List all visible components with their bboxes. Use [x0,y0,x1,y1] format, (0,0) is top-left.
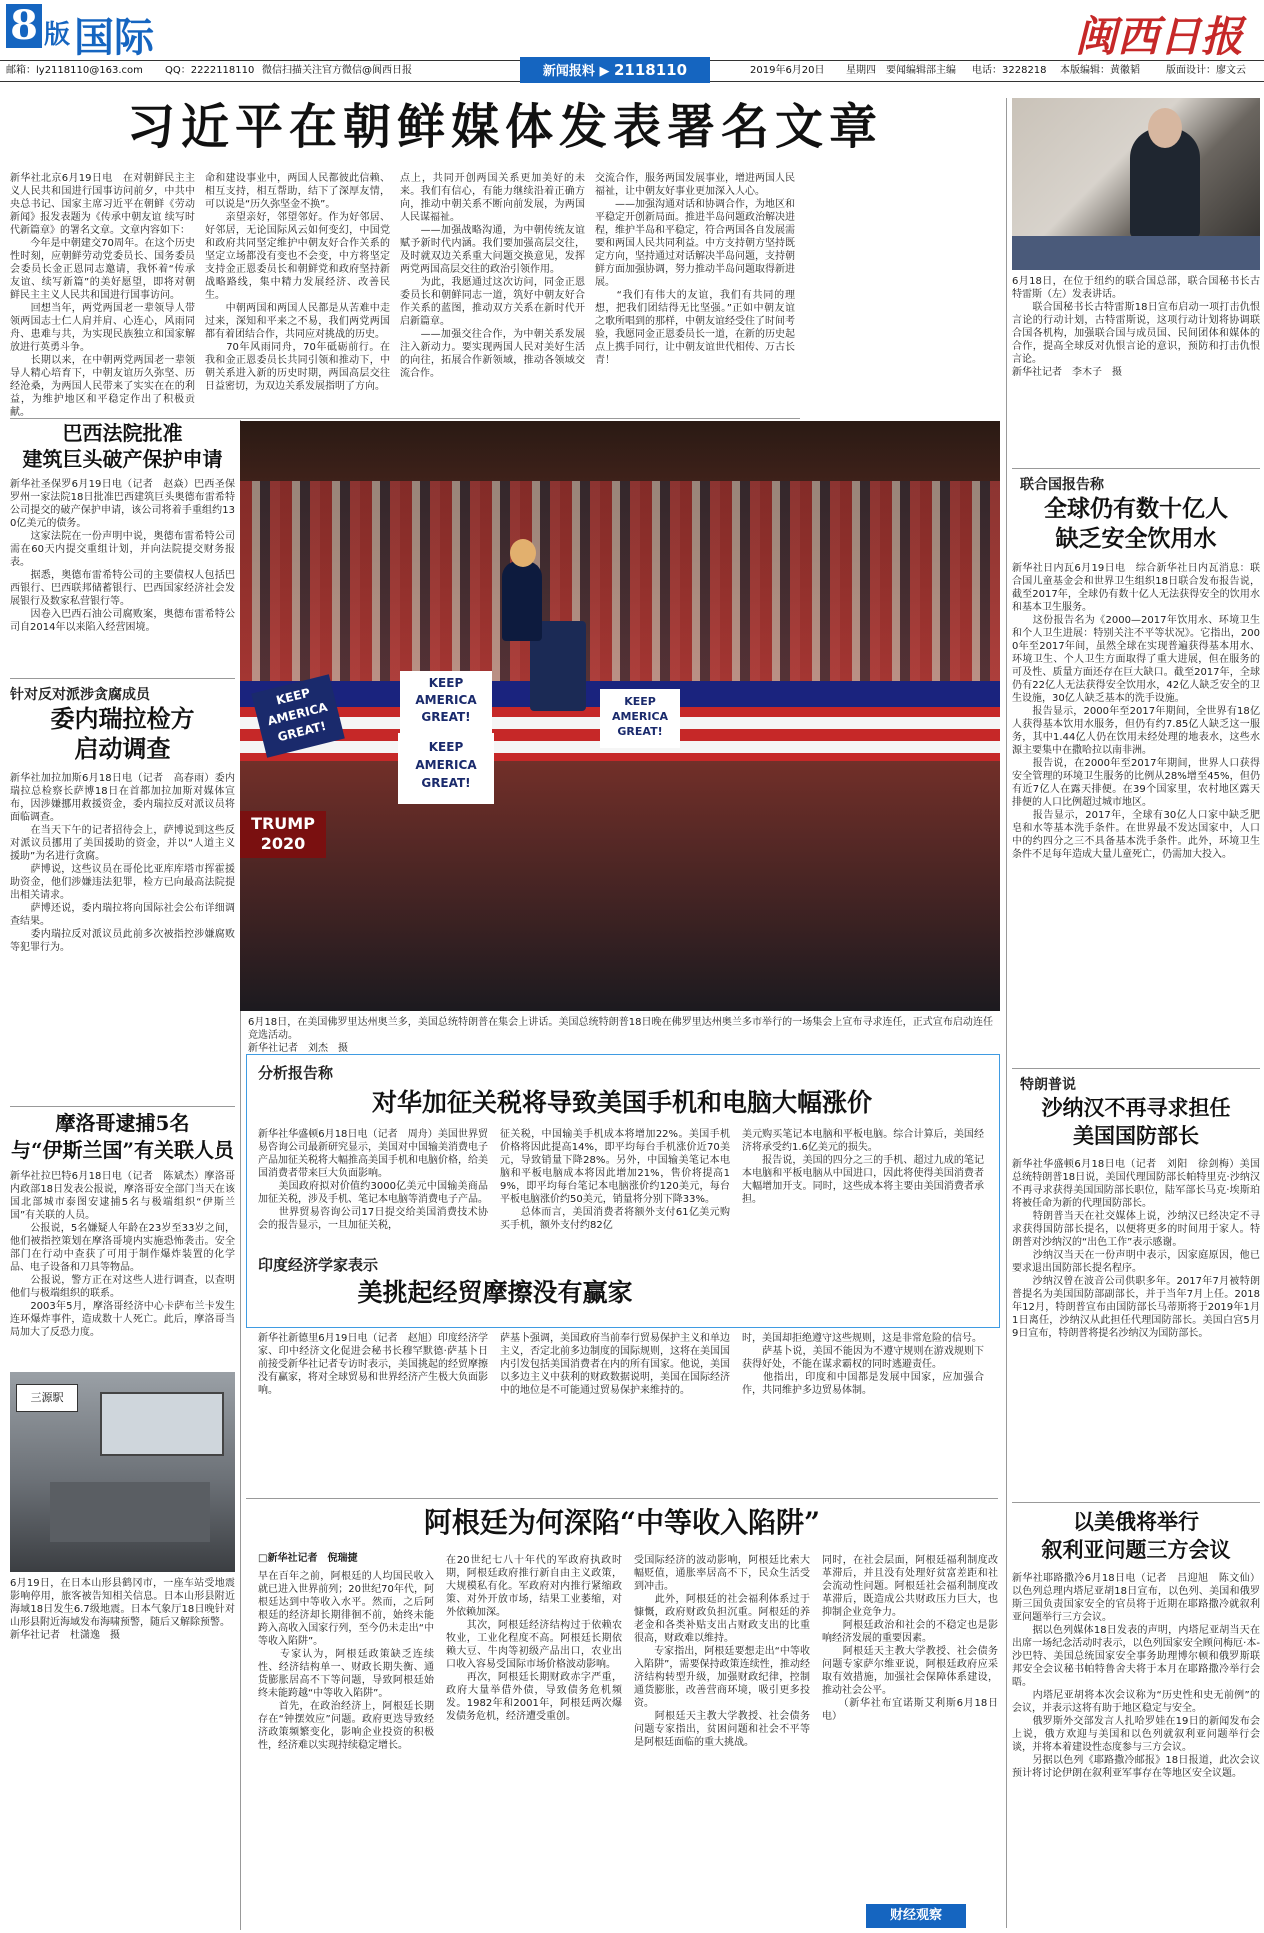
email-text: 邮箱：ly2118110@163.com [6,65,143,76]
un-photo [1012,98,1260,270]
trump-2020-banner [240,811,326,858]
section-title: 国际 [74,14,154,61]
rally-sign-4-text: KEEP AMERICA GREAT! [611,695,669,738]
wechat-text: 微信扫描关注官方微信@阆西日报 [262,65,412,76]
hotline-number: 2118110 [614,61,688,79]
un-photo-caption: 6月18日，在位于纽约的联合国总部，联合国秘书长古特雷斯（左）发表讲话。 联合国秘书长古特雷斯18日宣布启动一项打击仇恨言论的行动计划，古特雷斯说，这项行动计划将协调联合国各机构，加强联合国与成员国、民间团体和媒体的合作，提高全球反对仇恨言论的意识，预防和打击仇恨言论。 新华社记者 李木子 摄 [1012,276,1260,378]
lead-col-3: 点上，共同开创两国关系更加美好的未来。我们有信心，有能力继续沿着正确方向，推动中朝关系不断向前发展，为两国人民谋福祉。 ——加强战略沟通，为中朝传统友谊赋予新时代内涵。我们要加强高层交往，及时就双边关系重大问题交换意见，发挥两党两国高层交往的政治引领作用。 为此，我愿通过这次访问，同金正恩委员长和朝鲜同志一道，筑好中朝友好合作关系的蓝图，推动双方关系在新时代开启新篇章。 ——加强交往合作，为中朝关系发展注入新动力。要实现两国人民对美好生活的向往，拓展合作新领域，推动各领域交流合作。 [400,173,585,379]
right-column-rule [1006,98,1007,1928]
page-number-box [6,4,42,48]
india-body-col-3: 时，美国却拒绝遵守这些规则，这是非常危险的信号。 萨基卜说，美国不能因为不遵守规则在游戏规则下获得好处，不能在谋求霸权的同时逃避责任。 他指出，印度和中国都是发展中国家，应加强合作，共同维护多边贸易体制。 [742,1333,984,1396]
hotline-box [520,57,710,83]
tariff-kicker: 分析报告称 [258,1064,334,1082]
tariff-col-2: 征关税，中国输美手机成本将增加22%。美国手机价格将因此提高14%，即平均每台手机涨价近70美元，导致销量下降28%。另外，中国输美笔记本电脑和平板电脑成本将因此增加21%，售价将提高19%，即平均每台笔记本电脑涨价约120美元，每台平板电脑涨价约50美元，销量将分别下降33%。 总体而言，美国消费者将额外支付61亿美元购买手机，额外支付约82亿 [500,1129,730,1231]
station-caption: 6月19日，在日本山形县鹤冈市，一座车站受地震影响停用，旅客被告知相关信息。日本山形县附近海域18日发生6.7级地震。日本气象厅18日晚针对山形县附近海域发布海啸预警，随后又解除预警。 新华社记者 杜潇逸 摄 [10,1578,235,1641]
syria-body: 新华社耶路撒冷6月18日电（记者 吕迎旭 陈文仙）以色列总理内塔尼亚胡18日宣布，以色列、美国和俄罗斯三国负责国家安全的官员将于近期在耶路撒冷就叙利亚问题举行三方会议。 据以色列媒体18日发表的声明，内塔尼亚胡当天在出席一场纪念活动时表示，以色列国家安全顾问梅厄·本-沙巴特、美国总统国家安全事务助理博尔顿和俄罗斯联邦安全会议秘书帕特鲁舍夫将于本月在耶路撒冷举行会晤。 内塔尼亚胡将本次会议称为“历史性和史无前例”的会议，并表示这将有助于地区稳定与安全。 俄罗斯外交部发言人扎哈罗娃在19日的新闻发布会上说，俄方欢迎与美国和以色列就叙利亚问题举行会谈，并将本着建设性态度参与三方会议。 另据以色列《耶路撒冷邮报》18日报道，此次会议预计将讨论伊朗在叙利亚军事存在等地区安全议题。 [1012,1573,1260,1779]
india-headline: 美挑起经贸摩擦没有赢家 [357,1278,633,1307]
speaker-head [1148,108,1182,148]
un-water-kicker: 联合国报告称 [1020,477,1104,493]
hotline-arrow: ▶ [599,64,610,79]
shanahan-headline: 沙纳汉不再寻求担任 美国国防部长 [1041,1095,1231,1148]
speaker [502,561,542,641]
venezuela-body: 新华社加拉加斯6月18日电（记者 高春雨）委内瑞拉总检察长萨博18日在首都加拉加斯对媒体宣布，因涉嫌挪用救援资金，委内瑞拉反对派议员将面临调查。 在当天下午的记者招待会上，萨博说到这些反对派议员挪用了美国援助的资金，并以“人道主义援助”为名进行贪腐。 萨博说，这些议员在哥伦比亚库库塔市挥霍援助资金，他们涉嫌违法犯罪，检方已向最高法院提出相关请求。 萨博还说，委内瑞拉将向国际社会公布详细调查结果。 委内瑞拉反对派议员此前多次被指控涉嫌腐败等犯罪行为。 [10,773,235,953]
lead-bottom-rule [10,418,800,419]
trump-2020-text: TRUMP 2020 [251,814,315,853]
morocco-headline: 摩洛哥逮捕5名 与“伊斯兰国”有关联人员 [10,1111,234,1162]
editor-duty: 本版编辑：黄徽韬 [1060,65,1140,76]
rally-sign-1-text: KEEP AMERICA GREAT! [266,685,329,745]
rally-sign-4 [600,689,680,748]
venezuela-rule [10,1106,235,1107]
speaker-hair [510,539,536,567]
station-window [100,1392,224,1456]
masthead-logo: 闽西日报 [1075,12,1244,61]
rally-sign-2-text: KEEP AMERICA GREAT! [415,676,477,724]
station-sign-text: 三源駅 [30,1391,64,1404]
argentina-col-2: 在20世纪七八十年代的军政府执政时期，阿根廷政府推行新自由主义政策，大规模私有化。军政府对内推行紧缩政策、对外开放市场，结果工业萎缩，对外依赖加深。 其次，阿根廷经济结构过于依赖农牧业，工业化程度不高。阿根廷长期依赖大豆、牛肉等初级产品出口，农业出口收入容易受国际市场价格波动影响。 再次，阿根廷长期财政赤字严重，政府大量举借外债，导致债务危机频发。1982年和2001年，阿根廷两次爆发债务危机，经济遭受重创。 [446,1555,622,1722]
syria-rule [1012,1502,1260,1503]
qq-text: QQ：2222118110 [165,65,255,76]
argentina-headline: 阿根廷为何深陷“中等收入陷阱” [423,1506,821,1539]
issue-date: 2019年6月20日 [750,65,825,76]
rally-sign-2 [400,671,492,733]
venezuela-kicker: 针对反对派涉贪腐成员 [10,687,150,703]
finance-tag [866,1904,966,1928]
finance-tag-text: 财经观察 [889,1908,942,1923]
un-desk [1012,236,1260,270]
argentina-top-rule [246,1498,998,1499]
page-number: 8 [10,2,38,49]
hotline-label: 新闻报料 [542,64,595,79]
station-sign [16,1384,78,1412]
tariff-headline: 对华加征关税将导致美国手机和电脑大幅涨价 [371,1088,872,1117]
brazil-body: 新华社圣保罗6月19日电（记者 赵焱）巴西圣保罗州一家法院18日批准巴西建筑巨头奥德布雷希特公司提交的破产保护申请，该公司将着手重组约130亿美元的债务。 这家法院在一份声明中说，奥德布雷希特公司需在60天内提交重组计划，并向法院提交财务报表。 据悉，奥德布雷希特公司的主要债权人包括巴西银行、巴西联邦储蓄银行、巴西国家经济社会发展银行及数家私营银行等。 因卷入巴西石油公司腐败案，奥德布雷希特公司自2014年以来陷入经营困境。 [10,479,235,633]
info-bar [0,60,1264,82]
lead-col-2: 命和建设事业中，两国人民都彼此信赖、相互支持，相互帮助，结下了深厚友情，可以说是“历久弥坚金不换”。 亲望亲好，邻望邻好。作为好邻居、好邻居，无论国际风云如何变幻，中国党和政府共同坚定维护中朝友好合作关系的坚定立场都没有变也不会变，中方将坚定支持金正恩委员长和朝鲜党和政府坚持新战略路线，集中精力发展经济、改善民生。 中朝两国和两国人民都是从苦难中走过来，深知和平来之不易，我们两党两国都有着团结合作，共同应对挑战的历史。 70年风雨同舟，70年砥砺前行。在我和金正恩委员长共同引领和推动下，中朝关系进入新的历史时期，两国高层交往日益密切，为双边关系发展指明了方向。 [205,173,390,392]
page-suffix: 版 [44,20,71,50]
station-counter [50,1482,210,1542]
argentina-col-3: 受国际经济的波动影响，阿根廷比索大幅贬值，通胀率居高不下，民众生活受到冲击。 此外，阿根廷的社会福利体系过于慷慨，政府财政负担沉重。阿根廷的养老金和各类补贴支出占财政支出的比重很高，财政难以维持。 专家指出，阿根廷要想走出“中等收入陷阱”，需要保持政策连续性，推动经济结构转型升级，加强财政纪律，控制通货膨胀，改善营商环境，吸引更多投资。 阿根廷天主教大学教授、社会债务问题专家指出，贫困问题和社会不平等是阿根廷面临的重大挑战。 [634,1555,810,1748]
lead-col-4: 交流合作，服务两国发展事业，增进两国人民福祉，让中朝友好事业更加深入人心。 ——加强沟通对话和协调合作，为地区和平稳定开创新局面。推进半岛问题政治解决进程，维护半岛和平稳定，符合两国各自发展需要和两国人民共同利益。中方支持朝方坚持既定方向，坚持通过对话解决半岛问题，支持朝鲜方面加强协调，努力推动半岛问题取得新进展。 “我们有伟大的友谊，我们有共同的理想，把我们团结得无比坚强。”正如中朝友谊之歌所唱到的那样，中朝友谊经受住了时间考验，我愿同金正恩委员长一道，在新的历史起点上携手同行，让中朝友谊世代相传、万古长青！ [595,173,795,366]
un-water-body: 新华社日内瓦6月19日电 综合新华社日内瓦消息：联合国儿童基金会和世界卫生组织18日联合发布报告说，截至2017年，全球仍有数十亿人无法获得安全的饮用水和基本卫生服务。 这份报告名为《2000—2017年饮用水、环境卫生和个人卫生进展：特别关注不平等状况》。它指出，2000年至2017年间，虽然全球在实现普遍获得基本用水、环境卫生、个人卫生方面取得了重大进展，但在服务的可及性、质量方面还存在巨大缺口。截至2017年，全球仍有22亿人无法获得安全饮用水，42亿人缺乏安全的卫生设施，30亿人缺乏基本的洗手设施。 报告显示，2000年至2017年期间，全世界有18亿人获得基本饮用水服务，但仍有约7.85亿人缺乏这一服务，其中1.44亿人仍在饮用未经处理的地表水，这些水源主要集中在撒哈拉以南非洲。 报告说，在2000年至2017年期间，世界人口获得安全管理的环境卫生服务的比例从28%增至45%，但仍有近7亿人在露天排便。在39个国家里，农村地区露天排便的人口比例超过城市地区。 报告显示，2017年，全球有30亿人口家中缺乏肥皂和水等基本洗手条件。在世界最不发达国家中，人口中的约四分之三不具备基本洗手条件。此外，环境卫生条件不足每年造成大量儿童死亡，仍需加大投入。 [1012,563,1260,860]
proof-text: 版面设计：廖文云 [1166,65,1246,76]
india-body-area [246,1326,998,1496]
tariff-col-3: 美元购买笔记本电脑和平板电脑。综合计算后，美国经济将承受约1.6亿美元的损失。 报告说，美国的四分之三的手机、超过九成的笔记本电脑和平板电脑从中国进口，因此将使得美国消费者大幅增加开支。同时，这些成本将主要由美国消费者承担。 [742,1129,984,1205]
editor-office: 要闻编辑部主编 [886,65,956,76]
shanahan-kicker: 特朗普说 [1020,1077,1076,1093]
venezuela-headline: 委内瑞拉检方 启动调查 [50,704,195,763]
lead-col-1: 新华社北京6月19日电 在对朝鲜民主主义人民共和国进行国事访问前夕，中共中央总书记、国家主席习近平在朝鲜《劳动新闻》报发表题为《传承中朝友谊 续写时代新篇章》的署名文章。文章内容如下： 今年是中朝建交70周年。在这个历史性时刻，应朝鲜劳动党委员长、国务委员会委员长金正恩同志邀请，我怀着“传承友谊、续写新篇”的美好愿望，即将对朝鲜民主主义人民共和国进行国事访问。 回想当年，两党两国老一辈领导人带领两国志士仁人肩并肩、心连心，风雨同舟、患难与共，为实现民族独立和国家解放进行英勇斗争。 长期以来，在中朝两党两国老一辈领导人精心培育下，中朝友谊历久弥坚、历经沧桑，为两国人民带来了实实在在的利益，为维护地区和平稳定作出了积极贡献。 [10,173,195,418]
station-photo [10,1372,235,1572]
un-water-headline: 全球仍有数十亿人 缺乏安全饮用水 [1044,495,1228,552]
india-kicker: 印度经济学家表示 [258,1256,379,1274]
issue-weekday: 星期四 [846,65,876,76]
argentina-col-1: 早在百年之前，阿根廷的人均国民收入就已进入世界前列；20世纪70年代，阿根廷达到中等收入水平。然而，之后阿根廷的经济却长期徘徊不前，始终未能跨入高收入国家行列，至今仍未走出“中等收入陷阱”。 专家认为，阿根廷政策缺乏连续性、经济结构单一、财政长期失衡、通货膨胀居高不下等问题，导致阿根廷始终未能跨越“中等收入陷阱”。 首先，在政治经济上，阿根廷长期存在“钟摆效应”问题。政府更迭导致经济政策频繁变化，影响企业投资的积极性，经济难以实现持续稳定增长。 [258,1571,434,1751]
india-body-col-1: 新华社新德里6月19日电（记者 赵旭）印度经济学家、印中经济文化促进会秘书长穆罕默德·萨基卜日前接受新华社记者专访时表示，美国挑起的经贸摩擦没有赢家，将对全球贸易和世界经济产生极大负面影响。 [258,1333,488,1396]
argentina-byline: □新华社记者 倪瑞捷 [258,1553,358,1564]
brazil-headline: 巴西法院批准 建筑巨头破产保护申请 [22,421,223,471]
un-water-rule [1012,468,1260,469]
morocco-body: 新华社拉巴特6月18日电（记者 陈斌杰）摩洛哥内政部18日发表公报说，摩洛哥安全部门当天在该国北部城市泰图安逮捕5名与极端组织“伊斯兰国”有关联的人员。 公报说，5名嫌疑人年龄在23岁至33岁之间，他们被指控策划在摩洛哥境内实施恐怖袭击。安全部门在行动中查获了可用于制作爆炸装置的化学品、电子设备和刀具等物品。 公报说，警方正在对这些人进行调查，以查明他们与极端组织的联系。 2003年5月，摩洛哥经济中心卡萨布兰卡发生连环爆炸事件，造成数十人死亡。此后，摩洛哥当局加大了反恐力度。 [10,1171,235,1338]
rally-sign-3-text: KEEP AMERICA GREAT! [415,740,477,790]
lead-headline: 习近平在朝鲜媒体发表署名文章 [126,99,883,155]
crowd-band [240,481,1000,681]
brazil-rule [10,678,235,679]
rally-caption: 6月18日，在美国佛罗里达州奥兰多，美国总统特朗普在集会上讲话。美国总统特朗普18日晚在佛罗里达州奥兰多市举行的一场集会上宣布寻求连任，正式宣布启动连任竞选活动。 新华社记者 刘杰 摄 [248,1017,993,1054]
syria-headline: 以美俄将举行 叙利亚问题三方会议 [1041,1509,1231,1562]
phone-text: 电话：3228218 [972,65,1047,76]
shanahan-rule [1012,1068,1260,1069]
india-body-col-2: 萨基卜强调，美国政府当前奉行贸易保护主义和单边主义，否定北前多边制度的国际规则，这将在美国国内引发包括美国消费者在内的所有国家。他说，美国以多边主义中获利的财政数据说明，美国在国际经济中的地位是不可能通过贸易保护来维持的。 [500,1333,730,1396]
page-header [0,0,1264,94]
shanahan-body: 新华社华盛顿6月18日电（记者 刘阳 徐剑梅）美国总统特朗普18日说，美国代理国防部长帕特里克·沙纳汉不再寻求获得美国国防部长职位，陆军部长马克·埃斯珀将被任命为新的代理国防部长。 特朗普当天在社交媒体上说，沙纳汉已经决定不寻求获得国防部长提名，以便将更多的时间用于家人。特朗普对沙纳汉的“出色工作”表示感谢。 沙纳汉当天在一份声明中表示，因家庭原因，他已要求退出国防部长提名程序。 沙纳汉曾在波音公司供职多年。2017年7月被特朗普提名为美国国防部副部长，并于当年7月上任。2018年12月，特朗普宣布由国防部长马蒂斯将于2019年1月1日离任，沙纳汉从此担任代理国防部长。美国白宫5月9日宣布，特朗普将提名沙纳汉为国防部长。 [1012,1159,1260,1339]
tariff-col-1: 新华社华盛顿6月18日电（记者 周舟）美国世界贸易咨询公司最新研究显示，美国对中国输美消费电子产品加征关税将大幅推高美国手机和电脑价格，给美国消费者带来巨大负面影响。 美国政府拟对价值约3000亿美元中国输美商品加征关税，涉及手机、笔记本电脑等消费电子产品。 世界贸易咨询公司17日提交给美国消费技术协会的报告显示，一旦加征关税， [258,1129,488,1231]
argentina-col-4: 同时，在社会层面，阿根廷福利制度改革滞后，并且没有处理好贫富差距和社会流动性问题。阿根廷社会福利制度改革滞后，既造成公共财政压力巨大，也抑制企业竞争力。 阿根廷政治和社会的不稳定也是影响经济发展的重要因素。 阿根廷天主教大学教授、社会债务问题专家萨尔维亚说，阿根廷政府应采取有效措施，加强社会保障体系建设，推动社会公平。 （新华社布宜诺斯艾利斯6月18日电） [822,1555,998,1722]
rally-photo [240,421,1000,1011]
rally-sign-3 [398,733,494,804]
